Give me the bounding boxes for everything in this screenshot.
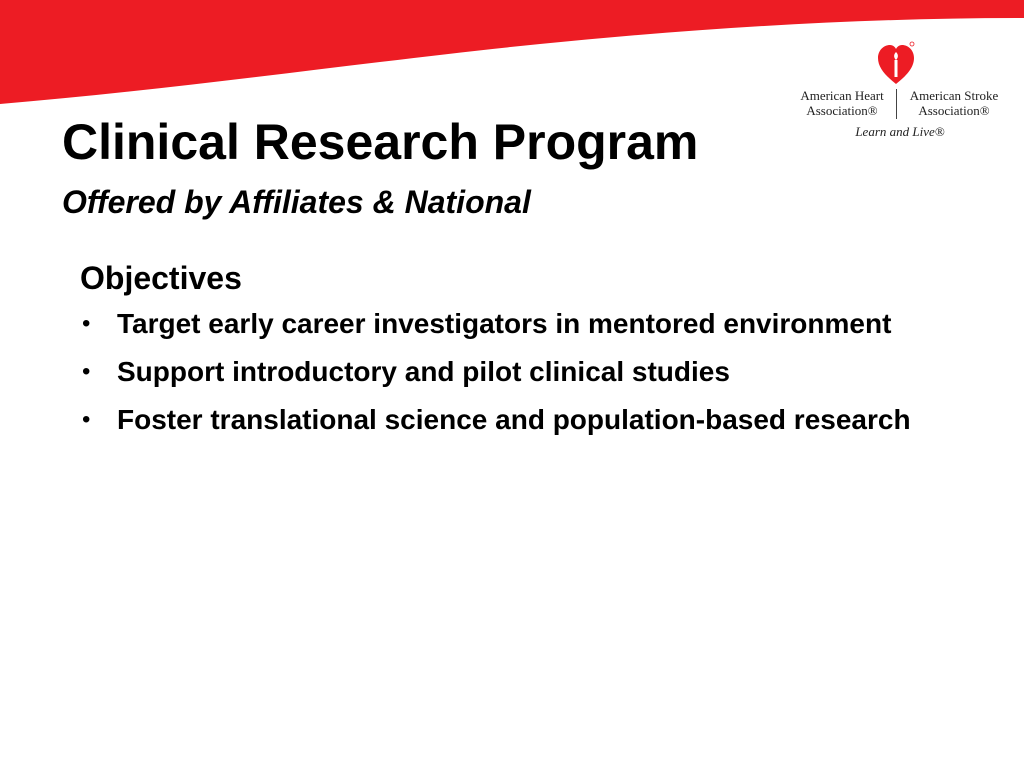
logo-divider (896, 89, 897, 119)
bullet-icon: • (82, 358, 91, 385)
stroke-name-line1: American Stroke (909, 88, 999, 103)
aha-asa-logo (788, 40, 1008, 144)
heart-name-line1: American Heart (800, 88, 884, 103)
stroke-association-name (902, 88, 1006, 118)
bullet-text: Support introductory and pilot clinical studies (117, 356, 730, 387)
list-item (80, 304, 980, 344)
list-item (80, 352, 980, 392)
bullet-text: Foster translational science and population-based research (117, 404, 911, 435)
objectives-list (80, 304, 980, 440)
slide-body (80, 256, 980, 448)
bullet-text: Target early career investigators in mentored environment (117, 308, 892, 339)
heart-torch-icon (876, 40, 916, 86)
slide-subtitle: Offered by Affiliates & National (62, 184, 531, 220)
heart-name-line2: Association® (806, 103, 878, 118)
logo-tagline: Learn and Live® (855, 124, 945, 139)
section-heading: Objectives (80, 260, 242, 296)
slide-title: Clinical Research Program (62, 114, 699, 170)
list-item (80, 400, 980, 440)
bullet-icon: • (82, 310, 91, 337)
stroke-name-line2: Association® (918, 103, 990, 118)
heart-association-name (792, 88, 892, 118)
association-names (788, 88, 1008, 124)
bullet-icon: • (82, 406, 91, 433)
